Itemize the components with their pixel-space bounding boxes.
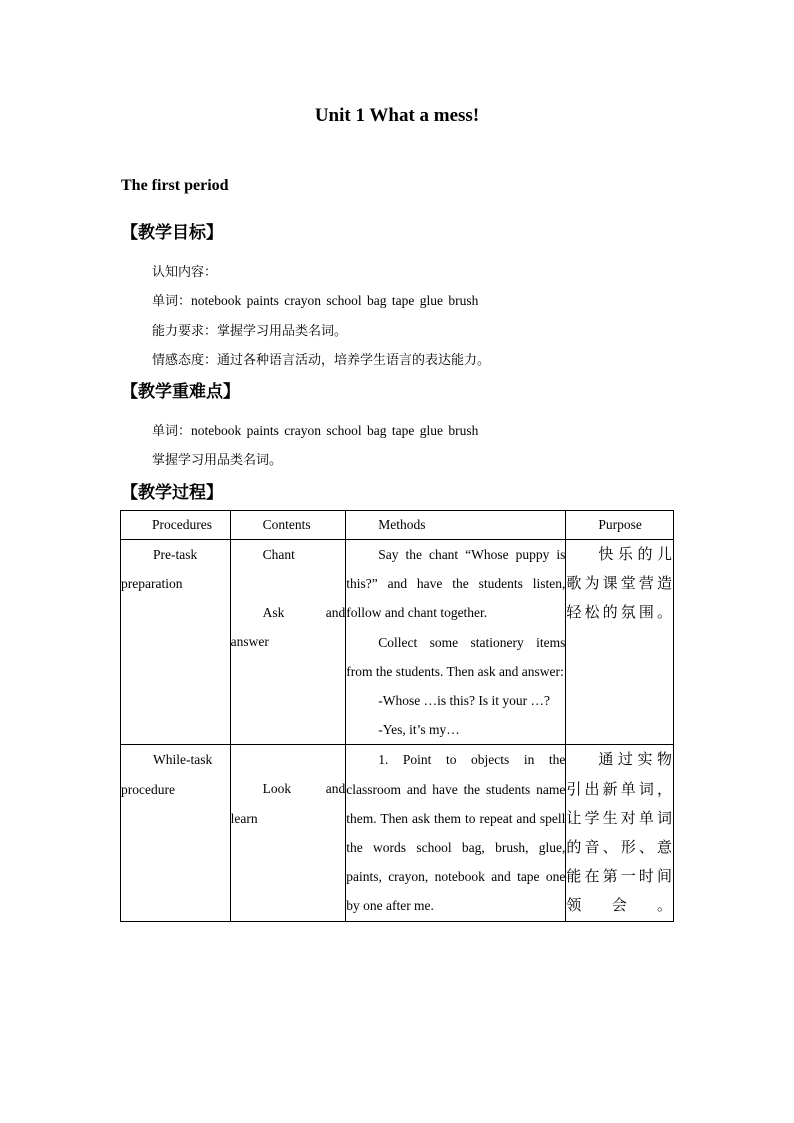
content-and: and [325, 605, 346, 621]
key-points-line2: 掌握学习用品类名词。 [152, 453, 283, 468]
purpose-cell: 快乐的儿歌为课堂营造轻松的氛围。 [566, 540, 674, 745]
header-methods: Methods [346, 511, 566, 540]
purpose-cell: 通过实物引出新单词，让学生对单词的音、形、意能在第一时间领会。 [566, 745, 674, 921]
procedure-cell [121, 540, 231, 745]
words-label: 单词： [152, 424, 192, 439]
procedure-text-b: preparation [121, 576, 183, 592]
objectives-heading: 【教学目标】 [121, 223, 223, 243]
table-header-row [121, 511, 674, 540]
objectives-words-line [152, 290, 478, 309]
process-heading: 【教学过程】 [121, 483, 223, 503]
table-row [121, 745, 674, 921]
words-list: notebook paints crayon school bag tape glue brush [191, 293, 479, 308]
ability-line: 能力要求：掌握学习用品类名词。 [152, 324, 348, 339]
table-row [121, 540, 674, 745]
key-points-heading: 【教学重难点】 [121, 382, 240, 402]
document-title: Unit 1 What a mess! [314, 105, 480, 126]
content-ask: Ask [262, 605, 285, 621]
emotion-line: 情感态度：通过各种语言活动，培养学生语言的表达能力。 [152, 353, 491, 368]
cognitive-label: 认知内容： [152, 265, 218, 280]
method-chant: Say the chant “Whose puppy is this?” and have the students listen, follow and chant together. [346, 547, 566, 621]
content-ask-line [231, 598, 346, 627]
key-points-words-line [152, 420, 478, 439]
content-cell [230, 745, 346, 921]
procedure-cell [121, 745, 231, 921]
content-answer: answer [230, 634, 269, 650]
content-cell [230, 540, 346, 745]
procedure-text-b: procedure [121, 781, 175, 797]
methods-cell: 1. Point to objects in the classroom and have the students name them. Then ask them to repeat and spell the words school bag, brush, glue, paints, crayon, notebook and tape one by one after me. [346, 745, 566, 921]
words-label: 单词： [152, 294, 192, 309]
content-and: and [325, 781, 346, 797]
words-list: notebook paints crayon school bag tape glue brush [191, 423, 479, 438]
content-look-line [231, 774, 346, 803]
header-purpose: Purpose [566, 511, 674, 540]
method-answer: -Yes, it’s my… [378, 722, 460, 738]
procedure-text-a: While-task [153, 752, 213, 768]
method-collect: Collect some stationery items from the students. Then ask and answer: [346, 634, 566, 679]
teaching-process-table [120, 510, 674, 922]
header-procedures: Procedures [121, 511, 231, 540]
header-contents: Contents [230, 511, 346, 540]
method-question: -Whose …is this? Is it your …? [378, 693, 550, 709]
content-look: Look [262, 781, 292, 797]
content-chant: Chant [262, 547, 295, 562]
content-learn: learn [230, 810, 258, 826]
methods-cell [346, 540, 566, 745]
procedure-text-a: Pre-task [153, 547, 198, 562]
period-subtitle: The first period [121, 177, 229, 194]
